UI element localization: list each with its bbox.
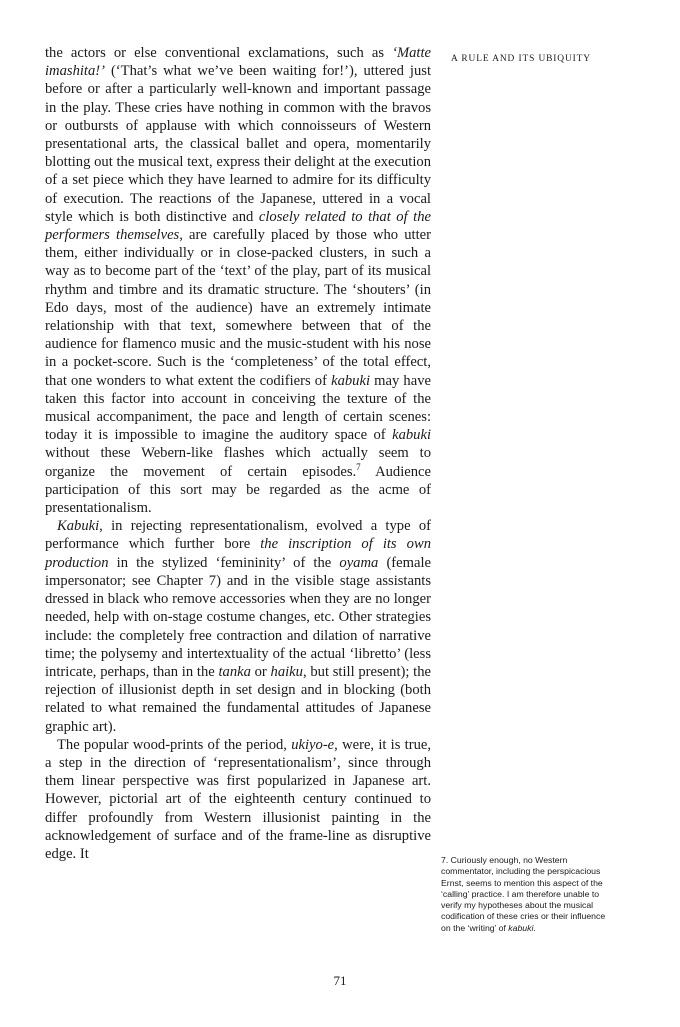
italic-run: Kabuki	[57, 518, 100, 535]
italic-run: oyama	[339, 554, 379, 571]
footnote-text: .	[533, 922, 536, 933]
text-run: , are carefully placed by those who utter them, either individually or in close-packed clusters, in such a way as to become part of the ‘text’ of the play, part of its musical rhythm and timbre and its dramatic structure. The ‘shouters’ (in Edo days, most of the audience) have an extremely intimate relationship with that text, somewhere between that of the audience for flamenco music and the music-student with his nose in a pocket-score. Such is the ‘completeness’ of the total effect, that one wonders to what extent the codifiers of	[45, 227, 431, 389]
text-run: may have taken this factor into account in conceiving the texture of the musical accompaniment, the pace and length of certain scenes: today it is impossible to imagine the auditory space of	[45, 372, 431, 444]
text-run: (‘That’s what we’ve been waiting for!’), uttered just before or after a particularly well-known and important passage in the play. These cries have nothing in common with the bravos or outbursts of applause with which connoisseurs of Western presentational arts, the classical ballet and opera, momentarily blotting out the musical text, express their delight at the execution of a set piece which they have learned to admire for its difficulty of execution. The reactions of the Japanese, uttered in a vocal style which is both distinctive and	[45, 63, 431, 225]
text-run: The popular wood-prints of the period,	[57, 736, 292, 753]
italic-run: the inscription of its own production	[45, 536, 431, 571]
text-run: Audience participation of this sort may be regarded as the acme of presentationalism.	[45, 463, 431, 517]
paragraph-3	[45, 736, 431, 863]
running-head: A RULE AND ITS UBIQUITY	[451, 54, 591, 64]
page-number: 71	[333, 973, 347, 988]
text-run: without these Webern-like flashes which actually seem to organize the movement of certain episodes.	[45, 445, 431, 480]
text-run: or	[250, 663, 271, 680]
footnote-reference[interactable]: 7	[356, 461, 361, 472]
italic-run: ukiyo-e	[291, 736, 335, 753]
text-run: , were, it is true, a step in the direction of ‘representationalism’, since through them linear perspective was first popularized in Japanese art. However, pictorial art of the eighteenth century continued to differ profoundly from Western illusionist painting in the acknowledgement of surface and of the frame-line as disruptive edge. It	[45, 736, 431, 862]
text-run: , in rejecting representationalism, evolved a type of performance which further bore	[45, 518, 431, 553]
italic-run: tanka	[218, 663, 251, 680]
italic-run: ‘Matte imashita!’	[45, 45, 431, 80]
italic-run: closely related to that of the performers themselves	[45, 208, 431, 244]
text-run: the actors or else conventional exclamations, such as	[45, 45, 393, 61]
paragraph-1	[45, 44, 431, 517]
italic-run: haiku	[270, 663, 303, 680]
footnote-text: 7. Curiously enough, no Western commentator, including the perspicacious Ernst, seems to mention this aspect of the ‘calling’ practice. I am therefore unable to verify my hypotheses about the musical codification of these cries or their influence on the ‘writing’ of	[441, 855, 606, 933]
paragraph-2	[45, 517, 431, 735]
text-run: , but still present); the rejection of illusionist depth in set design and in blocking (both related to what remained the fundamental attitudes of Japanese graphic art).	[45, 663, 431, 735]
italic-run: kabuki	[331, 372, 371, 389]
text-run: (female impersonator; see Chapter 7) and in the visible stage assistants dressed in black who remove accessories when they are no longer needed, help with on-stage costume changes, etc. Other strategies include: the completely free contraction and dilation of narrative time; the polysemy and intertextuality of the actual ‘libretto’ (less intricate, perhaps, than in the	[45, 554, 431, 680]
body-text	[45, 44, 431, 863]
footnote-7	[441, 855, 615, 934]
italic-run: kabuki	[392, 427, 431, 444]
text-run: in the stylized ‘femininity’ of the	[108, 554, 340, 571]
italic-run: kabuki	[508, 922, 534, 933]
